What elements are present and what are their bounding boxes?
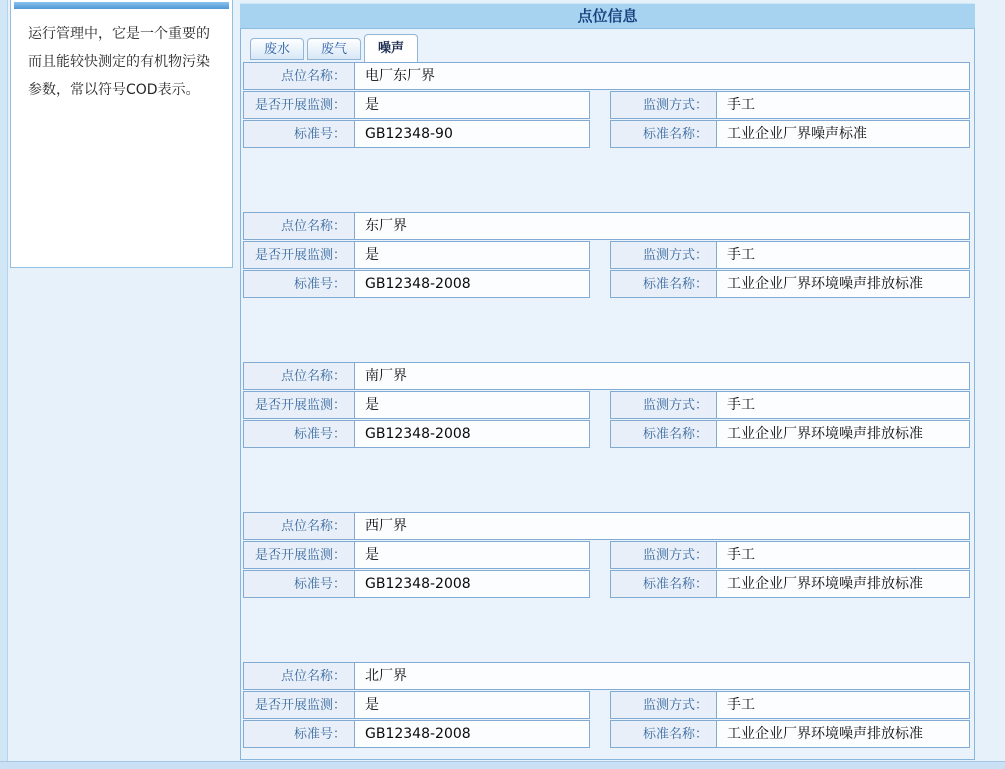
tab-bar bbox=[241, 29, 974, 62]
standard-name-label: 标准名称： bbox=[610, 120, 717, 148]
record-row bbox=[243, 362, 970, 390]
monitoring-conducted-label: 是否开展监测： bbox=[243, 691, 355, 719]
standard-no-label: 标准号： bbox=[243, 420, 355, 448]
row-spacer bbox=[590, 120, 610, 148]
row-spacer bbox=[590, 570, 610, 598]
standard-name-label: 标准名称： bbox=[610, 570, 717, 598]
point-name-value: 西厂界 bbox=[354, 512, 970, 540]
record-row bbox=[243, 270, 970, 298]
monitoring-conducted-value: 是 bbox=[354, 241, 590, 269]
monitoring-conducted-value: 是 bbox=[354, 691, 590, 719]
row-spacer bbox=[590, 391, 610, 419]
monitoring-method-value: 手工 bbox=[716, 391, 970, 419]
point-info-panel bbox=[240, 29, 975, 760]
page-bottom-strip bbox=[0, 761, 1005, 769]
standard-name-value: 工业企业厂界环境噪声排放标准 bbox=[716, 570, 970, 598]
standard-name-value: 工业企业厂界环境噪声排放标准 bbox=[716, 420, 970, 448]
point-record bbox=[243, 662, 970, 748]
record-row bbox=[243, 541, 970, 569]
standard-no-label: 标准号： bbox=[243, 720, 355, 748]
standard-name-label: 标准名称： bbox=[610, 720, 717, 748]
monitoring-method-value: 手工 bbox=[716, 541, 970, 569]
standard-name-value: 工业企业厂界噪声标准 bbox=[716, 120, 970, 148]
records-list bbox=[241, 62, 974, 748]
left-panel-headerbar bbox=[14, 2, 229, 9]
row-spacer bbox=[590, 720, 610, 748]
left-note-panel bbox=[10, 0, 233, 268]
point-name-label: 点位名称： bbox=[243, 512, 355, 540]
tab-wastegas[interactable]: 废气 bbox=[307, 38, 361, 60]
monitoring-conducted-value: 是 bbox=[354, 91, 590, 119]
monitoring-method-label: 监测方式： bbox=[610, 391, 717, 419]
monitoring-conducted-label: 是否开展监测： bbox=[243, 91, 355, 119]
row-spacer bbox=[590, 270, 610, 298]
record-row bbox=[243, 570, 970, 598]
record-row bbox=[243, 241, 970, 269]
monitoring-method-value: 手工 bbox=[716, 91, 970, 119]
record-row bbox=[243, 391, 970, 419]
point-name-label: 点位名称： bbox=[243, 362, 355, 390]
standard-no-value: GB12348-2008 bbox=[354, 720, 590, 748]
point-name-value: 北厂界 bbox=[354, 662, 970, 690]
point-name-label: 点位名称： bbox=[243, 212, 355, 240]
point-record bbox=[243, 512, 970, 598]
point-record bbox=[243, 212, 970, 298]
point-name-value: 东厂界 bbox=[354, 212, 970, 240]
record-row bbox=[243, 691, 970, 719]
monitoring-method-value: 手工 bbox=[716, 241, 970, 269]
monitoring-method-label: 监测方式： bbox=[610, 91, 717, 119]
standard-no-value: GB12348-90 bbox=[354, 120, 590, 148]
point-record bbox=[243, 62, 970, 148]
record-row bbox=[243, 512, 970, 540]
monitoring-method-label: 监测方式： bbox=[610, 691, 717, 719]
monitoring-method-label: 监测方式： bbox=[610, 241, 717, 269]
standard-no-label: 标准号： bbox=[243, 270, 355, 298]
row-spacer bbox=[590, 541, 610, 569]
row-spacer bbox=[590, 91, 610, 119]
note-text: 运行管理中，它是一个重要的而且能较快测定的有机物污染参数，常以符号COD表示。 bbox=[28, 26, 210, 98]
row-spacer bbox=[590, 241, 610, 269]
record-row bbox=[243, 420, 970, 448]
standard-name-label: 标准名称： bbox=[610, 420, 717, 448]
standard-no-value: GB12348-2008 bbox=[354, 270, 590, 298]
point-record bbox=[243, 362, 970, 448]
standard-name-value: 工业企业厂界环境噪声排放标准 bbox=[716, 720, 970, 748]
monitoring-conducted-value: 是 bbox=[354, 391, 590, 419]
monitoring-method-label: 监测方式： bbox=[610, 541, 717, 569]
monitoring-conducted-label: 是否开展监测： bbox=[243, 391, 355, 419]
row-spacer bbox=[590, 420, 610, 448]
point-name-value: 电厂东厂界 bbox=[354, 62, 970, 90]
standard-name-value: 工业企业厂界环境噪声排放标准 bbox=[716, 270, 970, 298]
monitoring-conducted-label: 是否开展监测： bbox=[243, 541, 355, 569]
tab-noise[interactable]: 噪声 bbox=[364, 34, 418, 62]
record-row bbox=[243, 120, 970, 148]
page-left-strip bbox=[0, 0, 8, 769]
record-row bbox=[243, 662, 970, 690]
standard-no-label: 标准号： bbox=[243, 120, 355, 148]
standard-name-label: 标准名称： bbox=[610, 270, 717, 298]
standard-no-value: GB12348-2008 bbox=[354, 570, 590, 598]
standard-no-label: 标准号： bbox=[243, 570, 355, 598]
tab-wastewater[interactable]: 废水 bbox=[250, 38, 304, 60]
monitoring-conducted-value: 是 bbox=[354, 541, 590, 569]
standard-no-value: GB12348-2008 bbox=[354, 420, 590, 448]
page-title: 点位信息 bbox=[240, 3, 975, 29]
point-name-value: 南厂界 bbox=[354, 362, 970, 390]
point-name-label: 点位名称： bbox=[243, 62, 355, 90]
point-name-label: 点位名称： bbox=[243, 662, 355, 690]
row-spacer bbox=[590, 691, 610, 719]
record-row bbox=[243, 720, 970, 748]
monitoring-conducted-label: 是否开展监测： bbox=[243, 241, 355, 269]
record-row bbox=[243, 62, 970, 90]
record-row bbox=[243, 91, 970, 119]
monitoring-method-value: 手工 bbox=[716, 691, 970, 719]
record-row bbox=[243, 212, 970, 240]
